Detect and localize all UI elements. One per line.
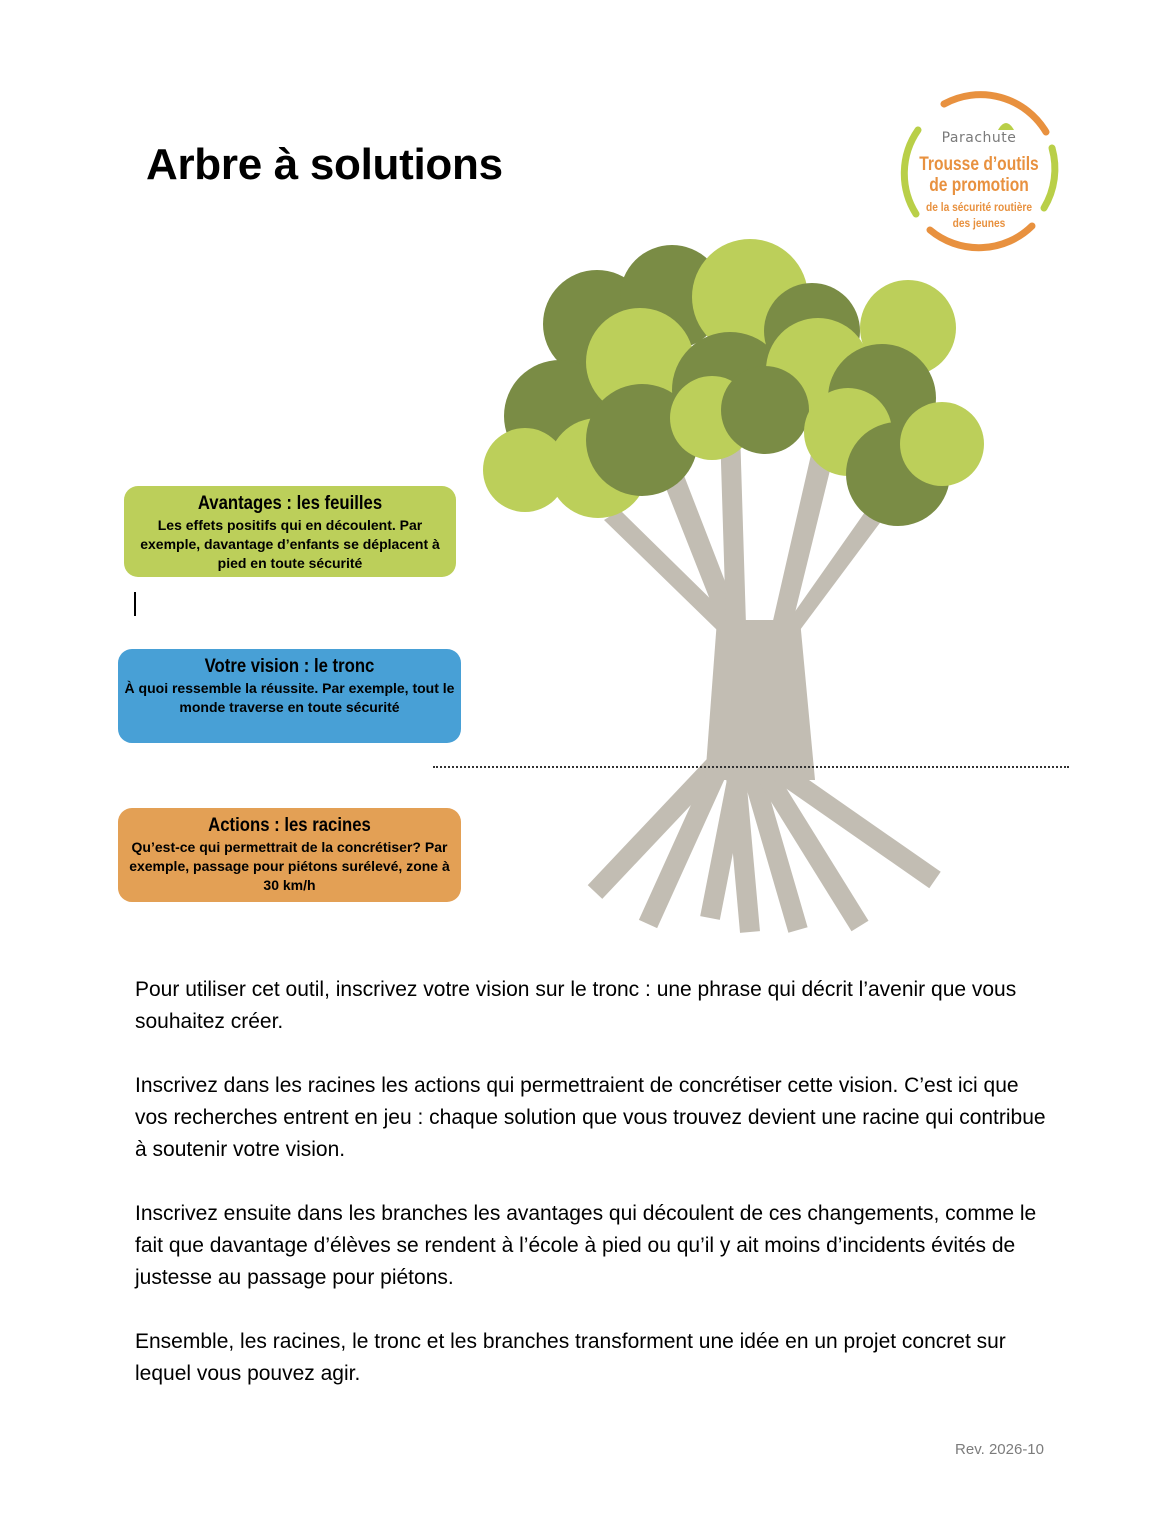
instruction-paragraph: Pour utiliser cet outil, inscrivez votre vision sur le tronc : une phrase qui décrit l’avenir que vous souhaitez créer.	[135, 978, 1017, 1033]
trunk-box-text: À quoi ressemble la réussite. Par exemple, tout le monde traverse en toute sécurité	[124, 680, 455, 715]
leaves-box-title: Avantages : les feuilles	[197, 493, 383, 514]
logo-line4: des jeunes	[952, 216, 1006, 230]
instruction-paragraph: Ensemble, les racines, le tronc et les branches transforment une idée en un projet concret sur lequel vous pouvez agir.	[135, 1330, 1006, 1385]
logo-line2: de promotion	[929, 175, 1029, 196]
instruction-paragraph: Inscrivez dans les racines les actions qui permettraient de concrétiser cette vision. C’est ici que vos recherches entrent en jeu : chaque solution que vous trouvez devient une racine qui contribue à soutenir votre vision.	[135, 1074, 1046, 1161]
logo-brand: Parachute	[941, 130, 1017, 146]
logo-line1: Trousse d’outils	[919, 154, 1039, 175]
trunk-box-title: Votre vision : le tronc	[204, 656, 375, 677]
text-cursor	[134, 592, 136, 616]
page-title: Arbre à solutions	[146, 140, 503, 189]
ground-line	[433, 766, 1069, 768]
leaves-box-text: Les effets positifs qui en découlent. Par exemple, davantage d’enfants se déplacent à pied en toute sécurité	[140, 517, 440, 571]
instruction-paragraph: Inscrivez ensuite dans les branches les avantages qui découlent de ces changements, comme le fait que davantage d’élèves se rendent à l’école à pied ou qu’il y ait moins d’incidents évités de justesse au passage pour piétons.	[135, 1202, 1037, 1289]
roots-box-title: Actions : les racines	[208, 815, 371, 836]
trunk-box	[118, 649, 461, 743]
leaves-box	[124, 486, 456, 577]
revision-label: Rev. 2026-10	[955, 1441, 1044, 1458]
instructions	[135, 974, 1055, 1422]
roots-box	[118, 808, 461, 902]
tree-roots	[595, 765, 935, 932]
logo-line3: de la sécurité routière	[925, 200, 1033, 214]
tree-illustration	[420, 220, 1120, 940]
roots-box-text: Qu’est-ce qui permettrait de la concrétiser? Par exemple, passage pour piétons surélevé, zone à 30 km/h	[129, 839, 450, 893]
